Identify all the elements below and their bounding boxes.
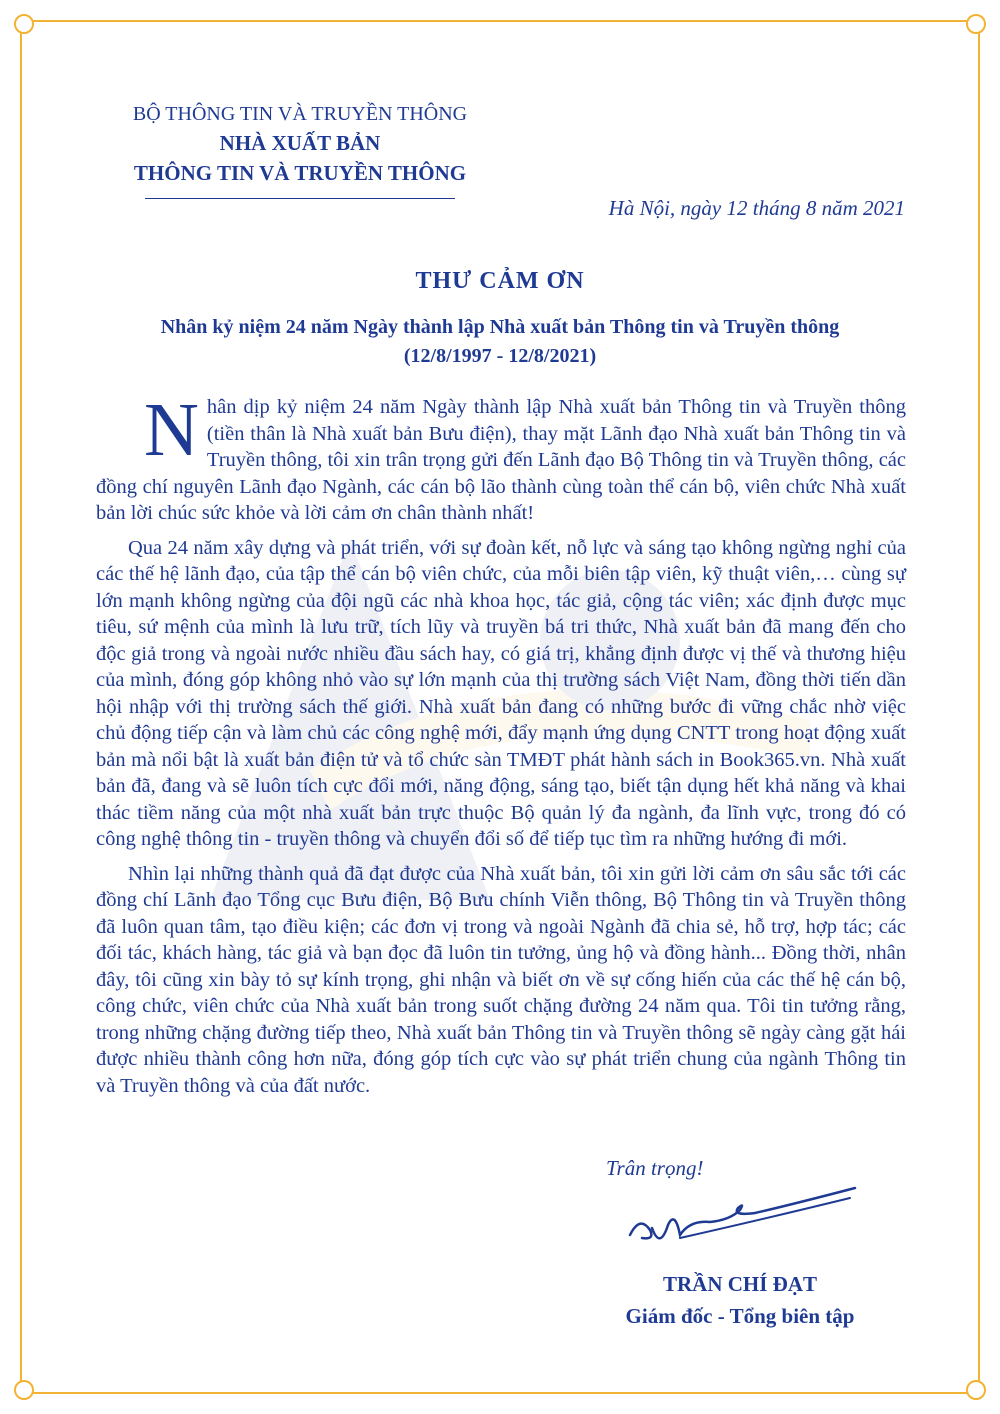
letter-title: THƯ CẢM ƠN (415, 268, 585, 294)
drop-cap: N (144, 388, 199, 472)
paragraph-1-text: hân dịp kỷ niệm 24 năm Ngày thành lập Nhà xuất bản Thông tin và Truyền thông (tiền thân là Nhà xuất bản Bưu điện), thay mặt Lãnh đạo Nhà xuất bản Thông tin và Truyền thông, tôi xin trân trọng gửi đến Lãnh đạo Bộ Thông tin và Truyền thông, các đồng chí nguyên Lãnh đạo Ngành, các cán bộ lão thành cùng toàn thể cán bộ, viên chức Nhà xuất bản lời chúc sức khỏe và lời cảm ơn chân thành nhất! (96, 396, 906, 524)
header-divider (145, 198, 455, 199)
paragraph-3: Nhìn lại những thành quả đã đạt được của Nhà xuất bản, tôi xin gửi lời cảm ơn sâu sắc tới các đồng chí Lãnh đạo Tổng cục Bưu điện, Bộ Bưu chính Viễn thông, Bộ Thông tin và Truyền thông đã luôn quan tâm, tạo điều kiện; các đơn vị trong và ngoài Ngành đã chia sẻ, hỗ trợ, hợp tác; các đối tác, khách hàng, tác giả và bạn đọc đã luôn tin tưởng, ủng hộ và đồng hành... Đồng thời, nhân đây, tôi cũng xin bày tỏ sự kính trọng, ghi nhận và biết ơn về sự cống hiến của các thế hệ cán bộ, công chức, viên chức của Nhà xuất bản trong suốt chặng đường 24 năm qua. Tôi tin tưởng rằng, trong những chặng đường tiếp theo, Nhà xuất bản Thông tin và Truyền thông sẽ ngày càng gặt hái được nhiều thành công hơn nữa, đóng góp tích cực vào sự phát triển chung của ngành Thông tin và Truyền thông và của đất nước. (96, 862, 906, 1097)
letterhead (90, 100, 510, 199)
paragraph-2: Qua 24 năm xây dựng và phát triển, với sự đoàn kết, nỗ lực và sáng tạo không ngừng nghỉ của các thế hệ lãnh đạo, của tập thể cán bộ viên chức, của mỗi biên tập viên, kỹ thuật viên,… cùng sự lớn mạnh không ngừng của đội ngũ các nhà khoa học, tác giả, cộng tác viên; xác định được mục tiêu, sứ mệnh của mình là lưu trữ, tích lũy và truyền bá tri thức, Nhà xuất bản đã mang đến cho độc giả trong và ngoài nước nhiều đầu sách hay, có giá trị, khẳng định được vị thế và thương hiệu của mình, đóng góp không nhỏ vào sự lớn mạnh của thị trường sách Việt Nam, đồng thời tiến dần hội nhập với thị trường sách thế giới. Nhà xuất bản đang có những bước đi vững chắc nhờ việc chủ động tiếp cận và làm chủ các công nghệ mới, đẩy mạnh ứng dụng CNTT trong hoạt động xuất bản mà nổi bật là xuất bản điện tử và tổ chức sàn TMĐT phát hành sách in Book365.vn. Nhà xuất bản đã, đang và sẽ luôn tích cực đổi mới, năng động, sáng tạo, biết tận dụng hết khả năng và khai thác tiềm năng của một nhà xuất bản trực thuộc Bộ quản lý đa ngành, đa lĩnh vực, trong đó có công nghệ thông tin - truyền thông và chuyển đổi số để tiếp tục tìm ra những hướng đi mới. (96, 536, 906, 850)
subtitle-line1: Nhân kỷ niệm 24 năm Ngày thành lập Nhà xuất bản Thông tin và Truyền thông (160, 316, 840, 338)
border-corner-ornament (966, 14, 986, 34)
letter-body (96, 388, 906, 1107)
publisher-name-line2: THÔNG TIN VÀ TRUYỀN THÔNG (133, 161, 467, 185)
signer-block (540, 1268, 940, 1332)
border-corner-ornament (14, 14, 34, 34)
handwritten-signature (620, 1180, 860, 1260)
paragraph-1 (96, 388, 906, 527)
border-corner-ornament (14, 1380, 34, 1400)
border-corner-ornament (966, 1380, 986, 1400)
signer-title: Giám đốc - Tổng biên tập (625, 1304, 855, 1328)
closing-phrase: Trân trọng! (606, 1156, 704, 1180)
signer-name: TRẦN CHÍ ĐẠT (662, 1272, 817, 1296)
subtitle-line2: (12/8/1997 - 12/8/2021) (403, 345, 597, 367)
ministry-name: BỘ THÔNG TIN VÀ TRUYỀN THÔNG (132, 103, 468, 125)
publisher-name-line1: NHÀ XUẤT BẢN (219, 131, 381, 155)
letter-date: Hà Nội, ngày 12 tháng 8 năm 2021 (608, 196, 905, 220)
letter-subtitle (0, 313, 1000, 371)
